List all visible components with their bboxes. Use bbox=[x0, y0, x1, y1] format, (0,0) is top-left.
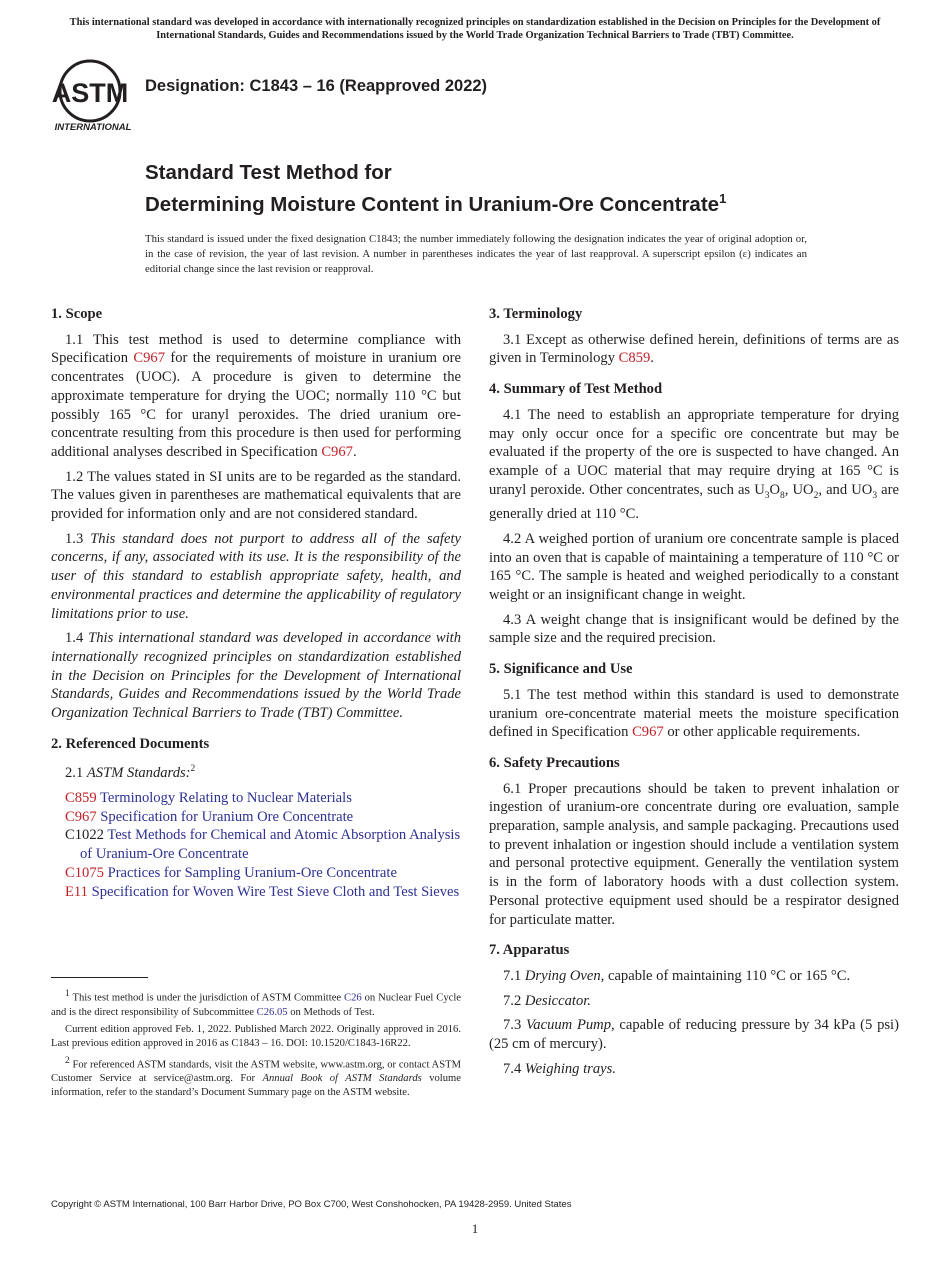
footnote-1: $^1$ This test method is under the jurisdiction of ASTM Committee C26 on Nuclear Fuel Cycle and is the direct responsibility of Subcommittee C26.05 on Methods of Test. bbox=[51, 989, 461, 1018]
footnote-2: $^2$ For referenced ASTM standards, visit the ASTM website, www.astm.org, or contact ASTM Customer Service at service@astm.org. For Annual Book of ASTM Standards volume information, refer to the standard’s Document Summary page on the ASTM website. bbox=[51, 1055, 461, 1099]
issue-note: This standard is issued under the fixed designation C1843; the number immediately following the designation indicates the year of original adoption or, in the case of revision, the year of last revision. A number in parentheses indicates the year of last reapproval. A superscript epsilon (ε) indicates an editorial change since the last revision or reapproval. bbox=[145, 233, 807, 275]
section-heading: 6. Safety Precautions bbox=[489, 754, 620, 771]
reference-item[interactable]: C1075 Practices for Sampling Uranium-Ore Concentrate bbox=[65, 864, 397, 881]
paragraph-4-3: 4.3 A weight change that is insignificant would be defined by the sample size and the required precision. bbox=[489, 611, 899, 647]
footnote-edition: Current edition approved Feb. 1, 2022. Published March 2022. Originally approved in 2016. Last previous edition approved in 2016 as C1843 – 16. DOI: 10.1520/C1843-16R22. bbox=[51, 1023, 461, 1049]
section-heading: 4. Summary of Test Method bbox=[489, 381, 663, 398]
paragraph-7-4: 7.4 Weighing trays. bbox=[503, 1060, 616, 1077]
reference-item[interactable]: C1022 Test Methods for Chemical and Atomic Absorption Analysis of Uranium-Ore Concentrate bbox=[65, 827, 461, 863]
section-summary bbox=[489, 380, 899, 648]
link-c26-05[interactable]: C26.05 bbox=[256, 1006, 288, 1018]
section-heading: 5. Significance and Use bbox=[489, 661, 633, 678]
section-referenced-documents bbox=[51, 735, 461, 901]
top-notice: This international standard was developed in accordance with internationally recognized principles on standardization established in the Decision on Principles for the Development of International Standards, Guides and Recommendations issued by the World Trade Organization Technical Barriers to Trade (TBT) Committee. bbox=[69, 17, 881, 41]
page-title bbox=[145, 160, 726, 218]
title-line-2: Determining Moisture Content in Uranium-Ore Concentrate$^1$ bbox=[145, 191, 727, 216]
section-scope bbox=[51, 305, 461, 723]
right-column bbox=[489, 305, 899, 1091]
paragraph-3-1: 3.1 Except as otherwise defined herein, definitions of terms are as given in Terminology C859. bbox=[489, 331, 899, 367]
logo-text: ASTM bbox=[52, 78, 129, 108]
reference-item[interactable]: E11 Specification for Woven Wire Test Sieve Cloth and Test Sieves bbox=[65, 883, 460, 900]
copyright-notice: Copyright © ASTM International, 100 Barr Harbor Drive, PO Box C700, West Conshohocken, PA 19428-2959. United States bbox=[51, 1199, 572, 1210]
section-heading: 1. Scope bbox=[51, 306, 103, 322]
designation: Designation: C1843 – 16 (Reapproved 2022) bbox=[145, 77, 488, 95]
link-c859[interactable]: C859 bbox=[618, 350, 651, 367]
paragraph-1-2: 1.2 The values stated in SI units are to be regarded as the standard. The values given in parentheses are mathematical equivalents that are provided for information only and are not considered standard. bbox=[51, 468, 461, 523]
section-heading: 7. Apparatus bbox=[489, 942, 570, 959]
reference-item[interactable]: C859 Terminology Relating to Nuclear Materials bbox=[65, 790, 352, 807]
paragraph-1-1: 1.1 This test method is used to determine compliance with Specification C967 for the requirements of moisture in uranium ore concentrates (UOC). A procedure is given to determine the approximate temperature for drying the UOC; normally 110 °C but possibly 165 °C for uranyl peroxides. The dried uranium ore-concentrate resulting from this procedure is then used for performing additional analyses described in Specification C967. bbox=[51, 331, 461, 460]
footnote-divider bbox=[51, 977, 148, 978]
reference-item[interactable]: C967 Specification for Uranium Ore Concentrate bbox=[65, 808, 354, 825]
astm-logo-graphic bbox=[52, 58, 134, 134]
logo-subtext: INTERNATIONAL bbox=[54, 122, 132, 133]
footnotes bbox=[51, 987, 461, 1103]
title-footnote-mark: 1 bbox=[719, 191, 727, 206]
astm-logo bbox=[52, 58, 134, 134]
paragraph-4-2: 4.2 A weighed portion of uranium ore concentrate sample is placed into an oven that is capable of maintaining a temperature of 110 °C or 165 °C. The sample is heated and weighed periodically to a constant weight or an insignificant change in weight. bbox=[489, 530, 899, 604]
paragraph-2-1: 2.1 ASTM Standards:$^2$ bbox=[65, 764, 196, 782]
paragraph-1-4: 1.4 This international standard was developed in accordance with internationally recognized principles on standardization established in the Decision on Principles for the Development of International Standards, Guides and Recommendations issued by the World Trade Organization Technical Barriers to Trade (TBT) Committee. bbox=[51, 630, 462, 722]
paragraph-5-1: 5.1 The test method within this standard is used to demonstrate uranium ore-concentrate material meets the moisture specification defined in Specification C967 or other applicable requirements. bbox=[489, 686, 899, 741]
link-c967[interactable]: C967 bbox=[632, 724, 664, 741]
title-line-1: Standard Test Method for bbox=[145, 161, 392, 184]
paragraph-7-2: 7.2 Desiccator. bbox=[503, 992, 591, 1009]
link-c26[interactable]: C26 bbox=[344, 992, 362, 1004]
section-terminology bbox=[489, 305, 899, 368]
link-c967[interactable]: C967 bbox=[133, 350, 166, 367]
paragraph-7-1: 7.1 Drying Oven, capable of maintaining 110 °C or 165 °C. bbox=[503, 968, 851, 984]
section-heading: 3. Terminology bbox=[489, 306, 583, 322]
section-significance bbox=[489, 660, 899, 742]
paragraph-1-3: 1.3 This standard does not purport to address all of the safety concerns, if any, associated with its use. It is the responsibility of the user of this standard to establish appropriate safety, health, and environmental practices and determine the applicability of regulatory limitations prior to use. bbox=[51, 530, 461, 622]
section-safety bbox=[489, 754, 899, 929]
section-apparatus bbox=[489, 941, 899, 1078]
section-heading: 2. Referenced Documents bbox=[51, 735, 210, 752]
paragraph-7-3: 7.3 Vacuum Pump, capable of reducing pressure by 34 kPa (5 psi) (25 cm of mercury). bbox=[489, 1017, 899, 1053]
page-number: 1 bbox=[471, 1221, 479, 1236]
paragraph-4-1: 4.1 The need to establish an appropriate temperature for drying may only occur once for a specific ore concentrate but may be evaluated if the property of the ore is suspected to have changed. An example of a UOC material that may require drying at 165 °C is uranyl peroxide. Other concentrates, such as $U_3O_8$, $UO_2$, and $UO_3$ are generally dried at 110 °C. bbox=[489, 406, 899, 523]
left-column bbox=[51, 305, 461, 913]
link-c967[interactable]: C967 bbox=[321, 443, 353, 460]
paragraph-6-1: 6.1 Proper precautions should be taken to prevent inhalation or ingestion of uranium-ore concentrate during ore evaluation, sample preparation, sample analysis, and sample packaging. Precautions used to prevent inhalation or ingestion should include a ventilation system and personal protective equipment. Generally the ventilation system is in the form of laboratory hoods with a dust collection system. Personal protective equipment used should be a respirator designed for particulate matter. bbox=[489, 780, 899, 928]
